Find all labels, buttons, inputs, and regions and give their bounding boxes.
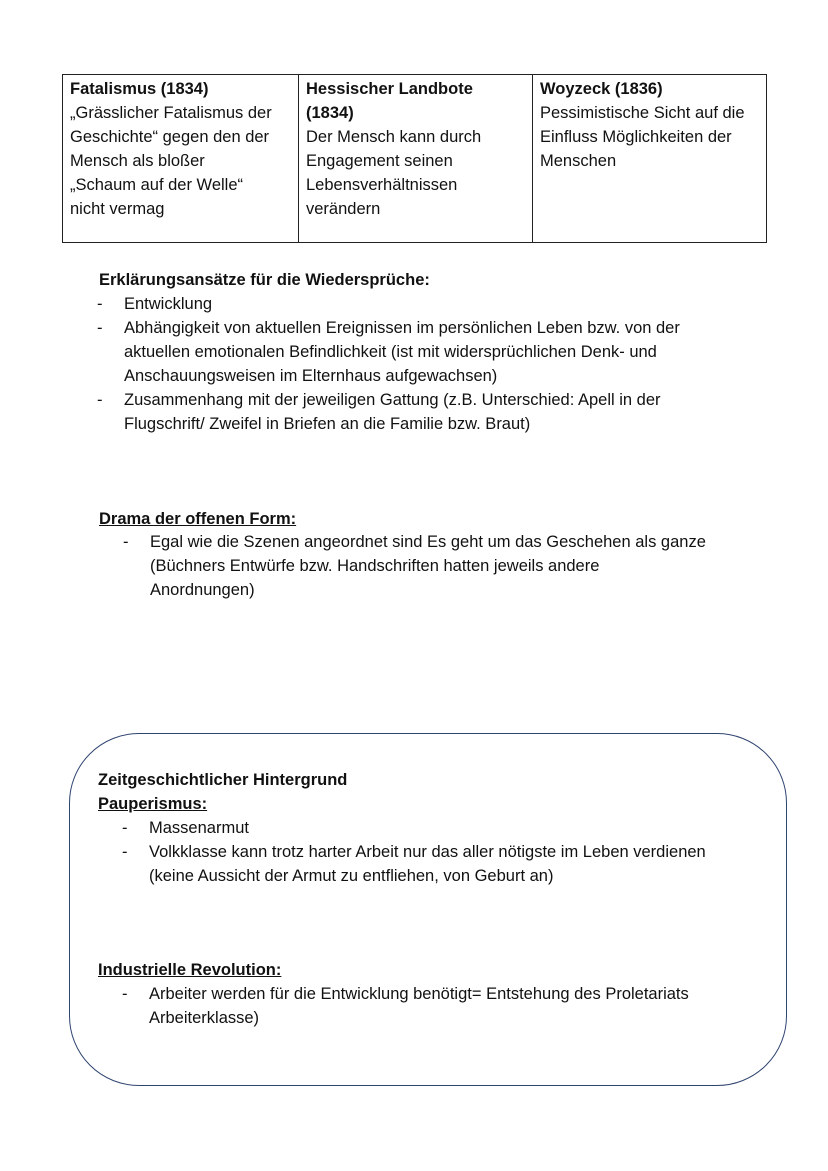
list-item — [122, 982, 772, 1030]
list-item-line: aktuellen emotionalen Befindlichkeit (ist mit widersprüchlichen Denk- und — [124, 343, 657, 361]
list-item — [122, 840, 772, 888]
list-item — [123, 530, 763, 602]
column-line: Lebensverhältnissen — [306, 176, 458, 194]
column-line: „Grässlicher Fatalismus der — [70, 104, 272, 122]
explanations-list — [97, 292, 757, 436]
list-marker: - — [97, 391, 103, 409]
list-marker: - — [122, 985, 128, 1003]
list-item-line: Abhängigkeit von aktuellen Ereignissen im persönlichen Leben bzw. von der — [124, 319, 680, 337]
background-title: Zeitgeschichtlicher Hintergrund — [98, 771, 348, 789]
column-line: „Schaum auf der Welle“ — [70, 176, 244, 194]
column-line: Menschen — [540, 152, 617, 170]
industrial-list — [122, 982, 772, 1030]
list-item-line: Anschauungsweisen im Elternhaus aufgewachsen) — [124, 367, 498, 385]
column-line: Einfluss Möglichkeiten der — [540, 128, 732, 146]
list-item-line: Egal wie die Szenen angeordnet sind Es geht um das Geschehen als ganze — [150, 533, 706, 551]
column-title: Woyzeck (1836) — [540, 80, 663, 98]
column-title-continuation: (1834) — [306, 104, 354, 122]
column-line: Geschichte“ gegen den der — [70, 128, 270, 146]
list-marker: - — [123, 533, 129, 551]
explanations-heading: Erklärungsansätze für die Wiedersprüche: — [99, 271, 430, 289]
drama-heading: Drama der offenen Form: — [99, 510, 297, 528]
list-item-line: Entwicklung — [124, 295, 213, 313]
list-item-line: (keine Aussicht der Armut zu entfliehen, von Geburt an) — [149, 867, 554, 885]
table-column-woyzeck — [532, 75, 766, 242]
list-item-line: Flugschrift/ Zweifel in Briefen an die Familie bzw. Braut) — [124, 415, 531, 433]
list-item-line: Arbeiter werden für die Entwicklung benötigt= Entstehung des Proletariats — [149, 985, 689, 1003]
comparison-table — [62, 74, 767, 243]
list-item-line: Arbeiterklasse) — [149, 1009, 260, 1027]
table-column-fatalismus — [63, 75, 298, 242]
drama-list — [123, 530, 763, 602]
industrial-heading: Industrielle Revolution: — [98, 961, 282, 979]
list-item-line: Massenarmut — [149, 819, 249, 837]
column-line: Der Mensch kann durch — [306, 128, 482, 146]
column-line: Mensch als bloßer — [70, 152, 205, 170]
list-item — [122, 816, 772, 840]
list-marker: - — [97, 295, 103, 313]
pauperism-list — [122, 816, 772, 888]
list-marker: - — [122, 819, 128, 837]
column-line: Engagement seinen — [306, 152, 453, 170]
column-title: Hessischer Landbote — [306, 80, 473, 98]
list-marker: - — [97, 319, 103, 337]
list-item-line: Zusammenhang mit der jeweiligen Gattung (z.B. Unterschied: Apell in der — [124, 391, 661, 409]
pauperism-heading: Pauperismus: — [98, 795, 208, 813]
list-item-line: Anordnungen) — [150, 581, 255, 599]
column-line: verändern — [306, 200, 381, 218]
list-item-line: (Büchners Entwürfe bzw. Handschriften hatten jeweils andere — [150, 557, 600, 575]
column-line: nicht vermag — [70, 200, 165, 218]
list-marker: - — [122, 843, 128, 861]
list-item — [97, 388, 757, 436]
column-title: Fatalismus (1834) — [70, 80, 209, 98]
list-item — [97, 292, 757, 316]
list-item — [97, 316, 757, 388]
list-item-line: Volkklasse kann trotz harter Arbeit nur das aller nötigste im Leben verdienen — [149, 843, 706, 861]
column-line: Pessimistische Sicht auf die — [540, 104, 745, 122]
table-column-landbote — [298, 75, 532, 242]
